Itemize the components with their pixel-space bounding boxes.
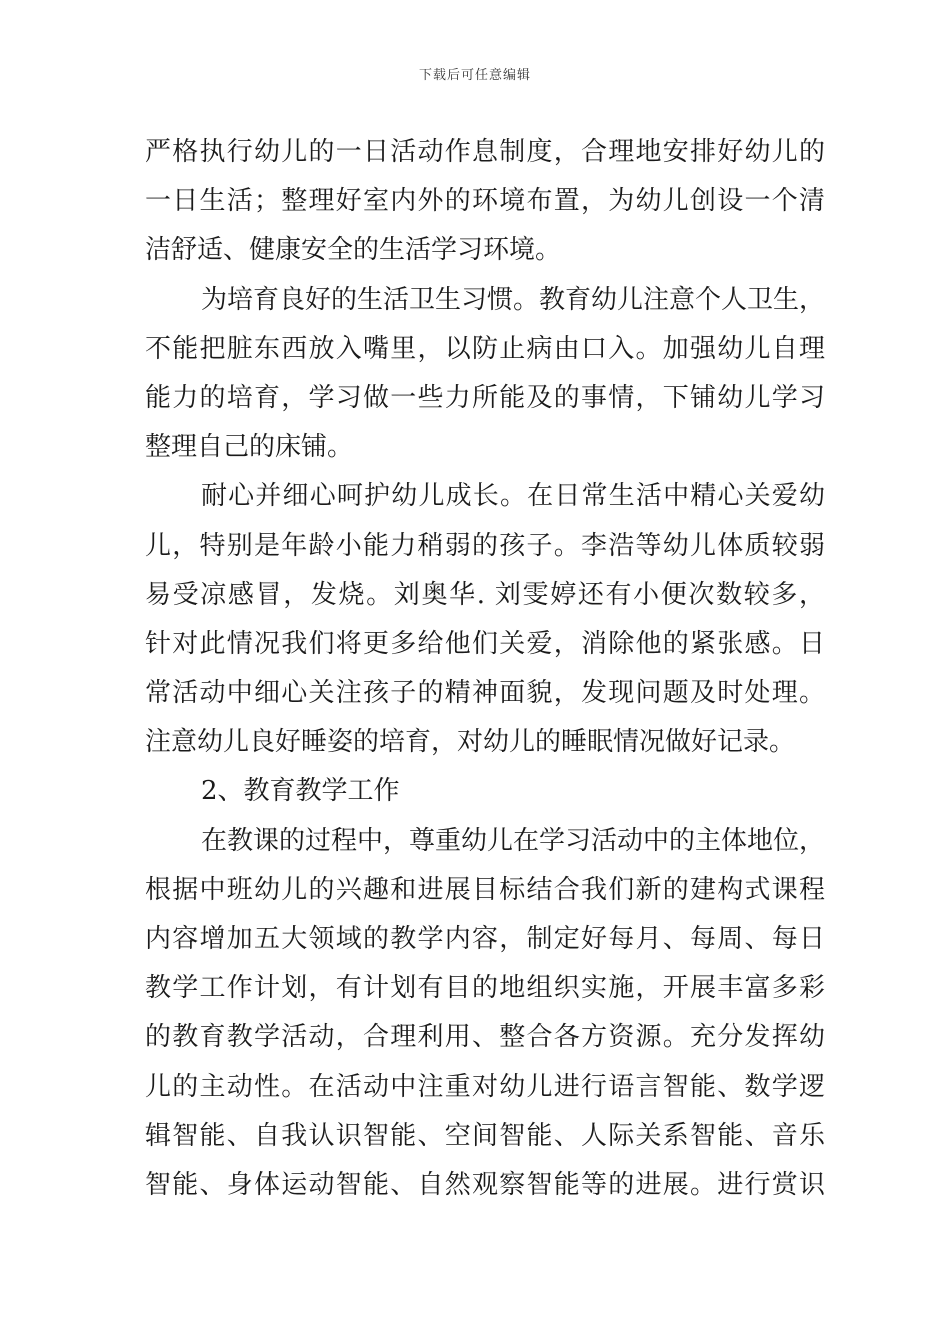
text-line: 为培育良好的生活卫生习惯。教育幼儿注意个人卫生，: [201, 284, 826, 315]
text-line: 易受凉感冒，发烧。刘奥华. 刘雯婷还有小便次数较多，: [145, 579, 825, 610]
text-line: 一日生活；整理好室内外的环境布置，为幼儿创设一个清: [145, 186, 825, 217]
text-line: 针对此情况我们将更多给他们关爱，消除他的紧张感。日: [145, 628, 825, 659]
text-line: 常活动中细心关注孩子的精神面貌，发现问题及时处理。: [145, 678, 825, 709]
paragraph: [145, 472, 825, 767]
text-line: 教学工作计划，有计划有目的地组织实施，开展丰富多彩: [145, 973, 825, 1004]
text-line: 注意幼儿良好睡姿的培育，对幼儿的睡眠情况做好记录。: [145, 727, 796, 758]
text-line: 耐心并细心呵护幼儿成长。在日常生活中精心关爱幼: [201, 481, 825, 512]
paragraph: [145, 128, 825, 276]
text-line: 在教课的过程中，尊重幼儿在学习活动中的主体地位，: [201, 825, 826, 856]
text-line: 严格执行幼儿的一日活动作息制度，合理地安排好幼儿的: [145, 137, 825, 167]
text-line: 整理自己的床铺。: [145, 432, 354, 463]
page-header-note: 下载后可任意编辑: [418, 68, 531, 83]
text-line: 的教育教学活动，合理利用、整合各方资源。充分发挥幼: [145, 1022, 825, 1053]
paragraph: [145, 817, 825, 1211]
paragraph: [145, 276, 825, 473]
text-line: 根据中班幼儿的兴趣和进展目标结合我们新的建构式课程: [145, 874, 825, 905]
section-heading: [145, 767, 825, 816]
text-line: 内容增加五大领域的教学内容，制定好每月、每周、每日: [145, 924, 825, 954]
document-body: [145, 128, 825, 1210]
section-heading-text: 2、教育教学工作: [201, 776, 400, 807]
text-line: 智能、身体运动智能、自然观察智能等的进展。进行赏识: [145, 1169, 825, 1200]
text-line: 洁舒适、健康安全的生活学习环境。: [145, 235, 562, 266]
text-line: 辑智能、自我认识智能、空间智能、人际关系智能、音乐: [145, 1120, 825, 1151]
text-line: 不能把脏东西放入嘴里，以防止病由口入。加强幼儿自理: [145, 333, 825, 364]
text-line: 儿，特别是年龄小能力稍弱的孩子。李浩等幼儿体质较弱: [145, 530, 825, 561]
text-line: 儿的主动性。在活动中注重对幼儿进行语言智能、数学逻: [145, 1071, 825, 1102]
text-line: 能力的培育，学习做一些力所能及的事情，下铺幼儿学习: [145, 382, 825, 413]
